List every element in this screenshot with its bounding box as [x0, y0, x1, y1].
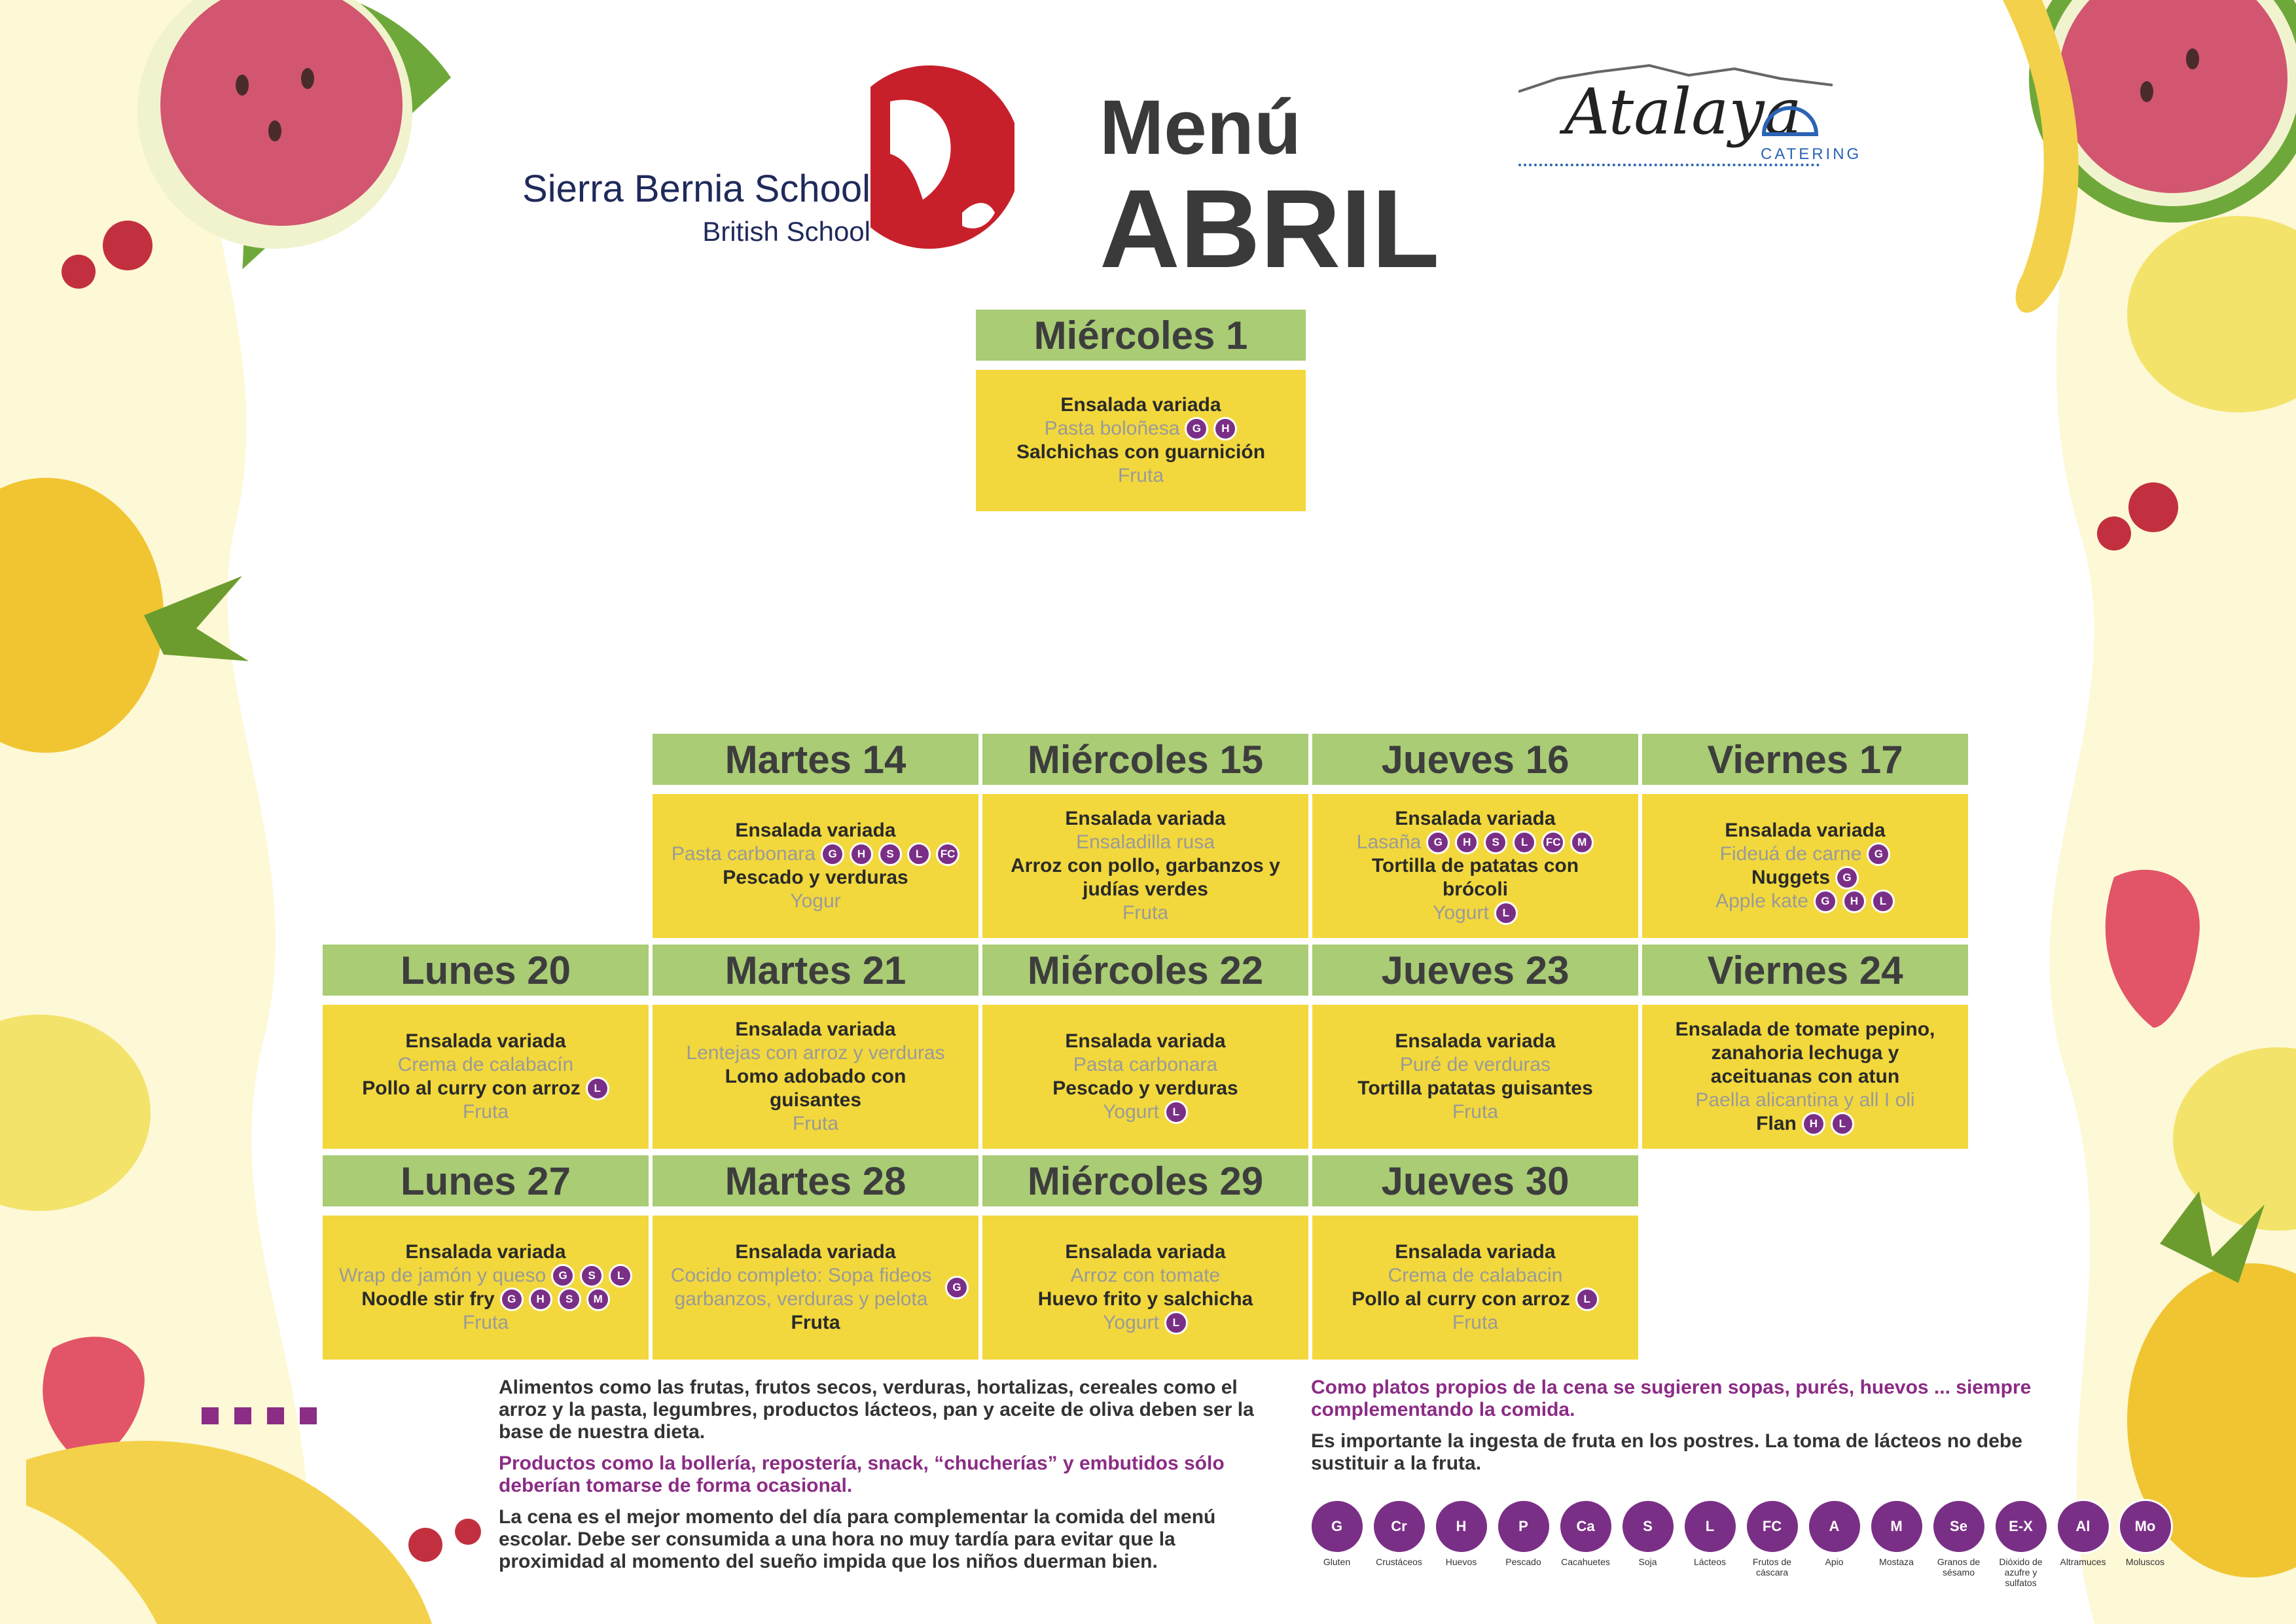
legend-item [1430, 1499, 1492, 1588]
gluten-allergen-icon: G [551, 1264, 575, 1288]
day-header: Jueves 30 [1310, 1153, 1640, 1208]
sulfite-icon: E-X [1994, 1499, 2049, 1554]
huevos-allergen-icon: H [529, 1288, 552, 1311]
dish-name: Pescado y verduras [1052, 1077, 1238, 1099]
lacteos-allergen-icon: L [1513, 831, 1536, 854]
menu-dish [1395, 1030, 1555, 1053]
school-name: Sierra Bernia School [522, 168, 870, 210]
dish-name: Fruta [1122, 902, 1169, 924]
day-menu [980, 792, 1310, 940]
fish-icon: P [1496, 1499, 1551, 1554]
note-base-diet: Alimentos como las frutas, frutos secos, verduras, hortalizas, cereales como el arroz y la pasta, legumbres, productos lácteos, pan y aceite de oliva deben ser la base de nuestra dieta. [499, 1377, 1254, 1443]
menu-dish [1395, 807, 1555, 831]
dish-name: Ensalada variada [1395, 1030, 1556, 1052]
dish-name: Crema de calabacín [397, 1054, 574, 1075]
menu-dish [662, 1264, 969, 1311]
allergen-legend [1306, 1499, 2176, 1588]
legend-item [2114, 1499, 2176, 1588]
menu-dish [339, 1264, 632, 1288]
menu-dish [672, 842, 960, 866]
menu-dish [1122, 901, 1168, 925]
legend-label: Altramuces [2060, 1557, 2106, 1567]
legend-label: Soja [1638, 1557, 1657, 1567]
note-occasional: Productos como la bollería, repostería, snack, “chucherías” y embutidos sólo deberían tomarse de forma ocasional. [499, 1453, 1225, 1496]
legend-label: Frutos de cáscara [1752, 1557, 1792, 1578]
note-dinner-suggestions: Como platos propios de la cena se sugieren sopas, purés, huevos ... siempre complementando la comida. [1311, 1377, 2032, 1420]
menu-dish [1666, 1018, 1944, 1089]
lacteos-allergen-icon: L [586, 1077, 609, 1100]
dish-name: Ensalada variada [735, 1241, 896, 1263]
sesame-icon: Se [1931, 1499, 1986, 1554]
dish-name: Salchichas con guarnición [1016, 441, 1266, 463]
menu-dish [1103, 1311, 1188, 1335]
gluten-allergen-icon: G [1867, 842, 1890, 866]
menu-dish [405, 1030, 565, 1053]
day-header: Miércoles 29 [980, 1153, 1310, 1208]
dish-name: Huevo frito y salchicha [1037, 1288, 1253, 1310]
menu-dish [1060, 393, 1221, 417]
dish-name: Fruta [462, 1101, 509, 1123]
menu-dish [1395, 1240, 1555, 1264]
menu-dish [463, 1100, 509, 1124]
legend-item [1990, 1499, 2052, 1588]
menu-dish [1388, 1264, 1563, 1288]
menu-dish [1065, 1030, 1225, 1053]
dish-name: Ensalada variada [1065, 808, 1226, 829]
notes-right [1311, 1377, 2057, 1484]
menu-dish [1073, 1053, 1217, 1077]
day-header: Miércoles 22 [980, 943, 1310, 998]
legend-label: Cacahuetes [1561, 1557, 1610, 1567]
eggs-icon: H [1434, 1499, 1489, 1554]
day-menu [1310, 1003, 1640, 1151]
wave-line [1518, 164, 1820, 170]
dish-name: Tortilla patatas guisantes [1357, 1077, 1593, 1099]
dish-name: Lasaña [1356, 831, 1422, 853]
menu-dish [1065, 807, 1225, 831]
lacteos-allergen-icon: L [1164, 1100, 1188, 1124]
dish-name: Ensalada variada [405, 1030, 566, 1052]
gluten-allergen-icon: G [945, 1276, 969, 1299]
menu-dish [1433, 901, 1518, 925]
dish-name: Lentejas con arroz y verduras [686, 1042, 945, 1064]
mostaza-allergen-icon: M [1570, 831, 1594, 854]
menu-dish [398, 1053, 573, 1077]
dish-name: Wrap de jamón y queso [338, 1265, 547, 1286]
legend-item [1679, 1499, 1741, 1588]
note-fruit-desserts: Es importante la ingesta de fruta en los postres. La toma de lácteos no debe sustituir a la fruta. [1311, 1430, 2022, 1474]
wheat-icon: G [1310, 1499, 1365, 1554]
menu-dish [1452, 1100, 1498, 1124]
title-month: ABRIL [1100, 167, 1440, 291]
dish-name: Fruta [792, 1113, 839, 1134]
gluten-allergen-icon: G [500, 1288, 524, 1311]
menu-dish [1336, 854, 1614, 901]
menu-dish [1052, 1077, 1238, 1100]
dish-name: Yogurt [1103, 1101, 1159, 1123]
menu-dish [1045, 417, 1238, 441]
globe-icon [870, 62, 1014, 252]
day-menu [974, 368, 1308, 513]
mustard-icon: M [1869, 1499, 1924, 1554]
menu-dish [677, 1065, 954, 1112]
day-header: Martes 28 [651, 1153, 980, 1208]
lacteos-allergen-icon: L [1575, 1288, 1599, 1311]
crab-icon: Cr [1372, 1499, 1427, 1554]
soja-allergen-icon: S [558, 1288, 581, 1311]
school-logo [478, 62, 1001, 259]
day-menu [321, 1003, 651, 1151]
legend-label: Moluscos [2125, 1557, 2165, 1567]
day-header: Viernes 24 [1640, 943, 1970, 998]
dish-name: Fruta [462, 1312, 509, 1333]
soja-allergen-icon: S [1484, 831, 1507, 854]
caterer-logo [1518, 39, 1862, 170]
milk-jug-icon: L [1683, 1499, 1738, 1554]
menu-dish [790, 890, 840, 913]
legend-label: Mostaza [1879, 1557, 1914, 1567]
caterer-subtitle: CATERING [1761, 145, 1862, 163]
dish-name: Ensalada variada [1065, 1241, 1226, 1263]
day-menu [1640, 792, 1970, 940]
dish-name: Flan [1756, 1113, 1797, 1134]
menu-dish [723, 866, 908, 890]
note-dinner: La cena es el mejor momento del día para complementar la comida del menú escolar. Debe ser consumida a una hora no muy tardía para evitar que la proximidad al momento del sueño impida que los niños duerman bien. [499, 1506, 1216, 1572]
day-menu [651, 792, 980, 940]
dish-name: Ensalada variada [1395, 808, 1556, 829]
dish-name: Ensalada variada [1060, 394, 1221, 416]
menu-dish [686, 1041, 944, 1065]
gluten-allergen-icon: G [1185, 417, 1208, 441]
day-menu [980, 1003, 1310, 1151]
lacteos-allergen-icon: L [907, 842, 931, 866]
dish-name: Yogurt [1433, 902, 1489, 924]
dish-name: Pescado y verduras [723, 867, 908, 888]
day-header: Martes 14 [651, 732, 980, 787]
dish-name: Yogur [790, 890, 841, 912]
menu-dish [1357, 831, 1594, 854]
legend-item [1803, 1499, 1865, 1588]
menu-dish [1038, 1288, 1253, 1311]
menu-dish [1725, 819, 1885, 842]
peanut-icon: Ca [1558, 1499, 1613, 1554]
title-line1: Menú [1100, 84, 1302, 171]
dish-name: Noodle stir fry [361, 1288, 495, 1310]
dish-name: Puré de verduras [1399, 1054, 1551, 1075]
legend-item [1865, 1499, 1928, 1588]
huevos-allergen-icon: H [1842, 890, 1866, 913]
lacteos-allergen-icon: L [1831, 1112, 1854, 1136]
lacteos-allergen-icon: L [609, 1264, 632, 1288]
dish-name: Ensalada variada [405, 1241, 566, 1263]
menu-dish [1016, 441, 1265, 464]
menu-dish [1452, 1311, 1498, 1335]
legend-label: Lácteos [1693, 1557, 1727, 1567]
dish-name: Fruta [1452, 1101, 1499, 1123]
menu-dish [1118, 464, 1164, 488]
dish-name: Pasta carbonara [1073, 1054, 1218, 1075]
menu-dish [405, 1240, 565, 1264]
dish-name: Apple kate [1715, 890, 1808, 912]
dish-name: Yogurt [1103, 1312, 1159, 1333]
dish-name: Crema de calabacin [1388, 1265, 1563, 1286]
dish-name: Ensaladilla rusa [1076, 831, 1215, 853]
day-menu [1310, 792, 1640, 940]
dish-name: Pasta carbonara [671, 843, 816, 865]
legend-item [1368, 1499, 1430, 1588]
school-subtitle: British School [702, 216, 870, 247]
menu-dish [361, 1288, 609, 1311]
dish-name: Fideuá de carne [1719, 843, 1862, 865]
dish-name: Pollo al curry con arroz [1352, 1288, 1570, 1310]
menu-dish [362, 1077, 609, 1100]
menu-dish [1357, 1077, 1593, 1100]
day-header: Jueves 23 [1310, 943, 1640, 998]
huevos-allergen-icon: H [1455, 831, 1479, 854]
gluten-allergen-icon: G [821, 842, 844, 866]
legend-item [1617, 1499, 1679, 1588]
legend-item [1554, 1499, 1617, 1588]
legend-label: Huevos [1445, 1557, 1477, 1567]
menu-dish [735, 1018, 895, 1041]
legend-item [2052, 1499, 2114, 1588]
day-menu [651, 1214, 980, 1362]
day-header: Lunes 27 [321, 1153, 651, 1208]
legend-label: Gluten [1323, 1557, 1351, 1567]
menu-dish [735, 819, 895, 842]
gluten-allergen-icon: G [1814, 890, 1837, 913]
menu-dish [793, 1112, 838, 1136]
legend-label: Apio [1825, 1557, 1844, 1567]
menu-dish [1400, 1053, 1551, 1077]
menu-dish [1103, 1100, 1188, 1124]
dish-name: Fruta [1117, 465, 1164, 486]
legend-label: Granos de sésamo [1937, 1557, 1981, 1578]
day-header: Miércoles 15 [980, 732, 1310, 787]
huevos-allergen-icon: H [1802, 1112, 1825, 1136]
day-header: Lunes 20 [321, 943, 651, 998]
dish-name: Fruta [791, 1312, 840, 1333]
frutos-de-cascara-allergen-icon: FC [936, 842, 960, 866]
huevos-allergen-icon: H [850, 842, 873, 866]
menu-title [1100, 84, 1440, 291]
legend-label: Dióxido de azufre y sulfatos [1999, 1557, 2043, 1588]
dish-name: Lomo adobado con guisantes [725, 1066, 906, 1111]
day-header: Viernes 17 [1640, 732, 1970, 787]
day-header: Jueves 16 [1310, 732, 1640, 787]
shell-icon: Mo [2118, 1499, 2173, 1554]
celery-icon: A [1807, 1499, 1862, 1554]
lacteos-allergen-icon: L [1164, 1311, 1188, 1335]
dish-name: Arroz con pollo, garbanzos y judías verdes [1011, 855, 1280, 900]
menu-dish [735, 1240, 895, 1264]
lupin-icon: Al [2056, 1499, 2111, 1554]
menu-dish [1071, 1264, 1220, 1288]
soja-allergen-icon: S [878, 842, 902, 866]
huevos-allergen-icon: H [1213, 417, 1237, 441]
day-header: Martes 21 [651, 943, 980, 998]
gluten-allergen-icon: G [1426, 831, 1450, 854]
legend-item [1928, 1499, 1990, 1588]
dish-name: Arroz con tomate [1070, 1265, 1221, 1286]
menu-dish [1065, 1240, 1225, 1264]
notes-left [499, 1377, 1258, 1582]
legend-label: Pescado [1505, 1557, 1541, 1567]
soja-allergen-icon: S [580, 1264, 603, 1288]
menu-dish [1751, 866, 1859, 890]
dish-name: Ensalada variada [735, 1019, 896, 1040]
dish-name: Ensalada variada [1725, 820, 1886, 841]
menu-dish [1695, 1089, 1914, 1112]
menu-dish [1076, 831, 1215, 854]
menu-dish [791, 1311, 840, 1335]
mostaza-allergen-icon: M [586, 1288, 610, 1311]
legend-item [1306, 1499, 1368, 1588]
menu-dish [1720, 842, 1891, 866]
dish-name: Tortilla de patatas con brócoli [1371, 855, 1579, 900]
frutos-de-cascara-allergen-icon: FC [1541, 831, 1565, 854]
legend-item [1741, 1499, 1803, 1588]
menu-dish [1007, 854, 1284, 901]
legend-item [1492, 1499, 1554, 1588]
menu-dish [1715, 890, 1895, 913]
dish-name: Ensalada variada [1395, 1241, 1556, 1263]
gluten-allergen-icon: G [1835, 866, 1859, 890]
soy-icon: S [1621, 1499, 1676, 1554]
day-menu [321, 1214, 651, 1362]
dish-name: Ensalada variada [735, 820, 896, 841]
lacteos-allergen-icon: L [1871, 890, 1895, 913]
dish-name: Cocido completo: Sopa fideos garbanzos, verduras y pelota [670, 1265, 932, 1310]
day-menu [1310, 1214, 1640, 1362]
dish-name: Paella alicantina y all I oli [1695, 1089, 1915, 1111]
dish-name: Fruta [1452, 1312, 1499, 1333]
legend-label: Crustáceos [1376, 1557, 1422, 1567]
dish-name: Ensalada variada [1065, 1030, 1226, 1052]
menu-dish [1756, 1112, 1854, 1136]
day-menu [980, 1214, 1310, 1362]
menu-dish [1352, 1288, 1598, 1311]
dome-icon [1761, 92, 1820, 137]
menu-dish [463, 1311, 509, 1335]
day-menu [651, 1003, 980, 1151]
dish-name: Ensalada de tomate pepino, zanahoria lechuga y aceituanas con atun [1675, 1019, 1935, 1087]
day-header: Miércoles 1 [974, 308, 1308, 363]
dish-name: Pollo al curry con arroz [362, 1077, 581, 1099]
dish-name: Nuggets [1751, 867, 1830, 888]
day-menu [1640, 1003, 1970, 1151]
lacteos-allergen-icon: L [1494, 901, 1518, 925]
caterer-name: Atalaya [1564, 75, 1802, 149]
nut-icon: FC [1745, 1499, 1800, 1554]
dish-name: Pasta boloñesa [1044, 418, 1180, 439]
